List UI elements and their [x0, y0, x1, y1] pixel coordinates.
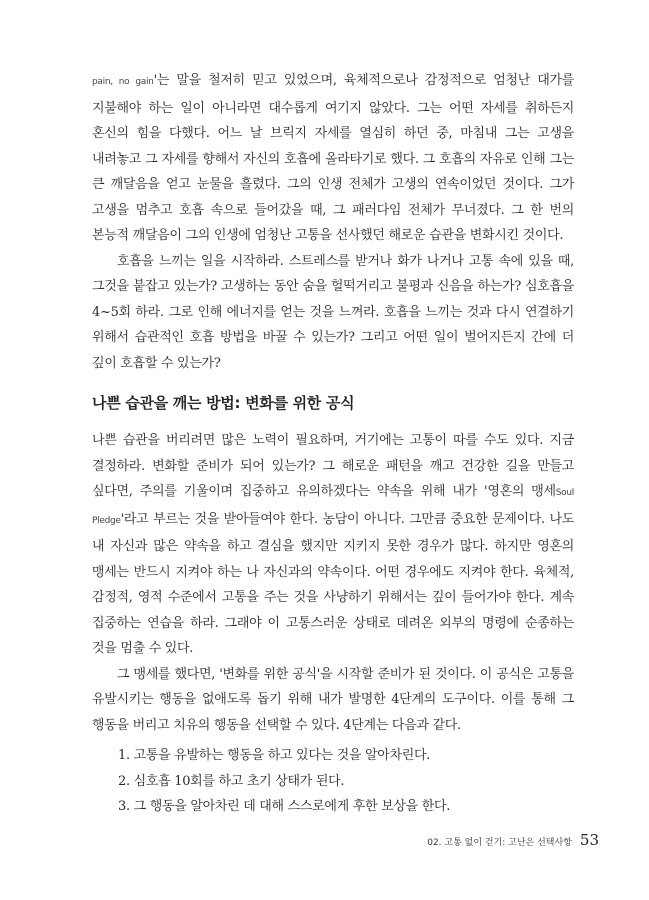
paragraph-3-text-b: '라고 부르는 것을 받아들여야 한다. 농담이 아니다. 그만큼 중요한 문제이다. 나도 내 자신과 많은 약속을 하고 결심을 했지만 지키지 못한 경우가 많다. 하지만 영혼의 맹세는 반드시 지켜야 하는 나 자신과의 약속이다. 어떤 경우에도 지켜야 한다. 육체적, 감정적, 영적 수준에서 고통을 주는 것을 사냥하기 위해서는 깊이 들어가야 한다. 계속 집중하는 연습을 하라. 그래야 이 고통스러운 상태로 데려온 외부의 명령에 순종하는 것을 멈출 수 있다.	[92, 511, 574, 656]
formula-section	[92, 428, 574, 738]
steps-list	[118, 743, 450, 820]
page-footer	[427, 831, 599, 849]
list-item: 1. 고통을 유발하는 행동을 하고 있다는 것을 알아차린다.	[118, 748, 431, 763]
paragraph-1-text: '는 말을 철저히 믿고 있었으며, 육체적으로나 감정적으로 엄청난 대가를 지불해야 하는 일이 아니라면 대수롭게 여기지 않았다. 그는 어떤 자세를 취하든지 혼신의 힘을 다했다. 어느 날 브릭지 자세를 열심히 하던 중, 마침내 그는 고생을 내려놓고 그 자세를 향해서 자신의 호흡에 올라타기로 했다. 그 호흡의 자유로 인해 그는 큰 깨달음을 얻고 눈물을 흘렸다. 그의 인생 전체가 고생의 연속이었던 것이다. 그가 고생을 멈추고 호흡 속으로 들어갔을 때, 그 패러다임 전체가 무너졌다. 그 한 번의 본능적 깨달음이 그의 인생에 엄청난 고통을 선사했던 해로운 습관을 변화시킨 것이다.	[92, 73, 574, 243]
paragraph-1	[92, 68, 574, 249]
list-item: 3. 그 행동을 알아차린 데 대해 스스로에게 후한 보상을 한다.	[118, 799, 451, 814]
intro-section	[92, 68, 574, 376]
list-item: 2. 심호흡 10회를 하고 초기 상태가 된다.	[118, 773, 345, 789]
page-number: 53	[579, 831, 599, 849]
english-term-soul-pledge: Soul Pledge	[92, 488, 574, 526]
running-head: 02. 고통 없이 걷기: 고난은 선택사항	[427, 838, 572, 848]
english-term-pain-no-gain: pain, no gain	[92, 77, 154, 87]
paragraph-3-text-a: 나쁜 습관을 버리려면 많은 노력이 필요하며, 거기에는 고통이 따를 수도 있다. 지금 결정하라. 변화할 준비가 되어 있는가? 그 해로운 패턴을 깨고 건강한 길을 만들고 싶다면, 주의를 기울이며 집중하고 유의하겠다는 약속을 위해 내가 '영혼의 맹세	[92, 433, 574, 499]
section-heading: 나쁜 습관을 깨는 방법: 변화를 위한 공식	[92, 394, 355, 412]
paragraph-2: 호흡을 느끼는 일을 시작하라. 스트레스를 받거나 화가 나거나 고통 속에 있을 때, 그것을 붙잡고 있는가? 고생하는 동안 숨을 헐떡거리고 불평과 신음을 하는가? 심호흡을 4~5회 하라. 그로 인해 에너지를 얻는 것을 느껴라. 호흡을 느끼는 것과 다시 연결하기 위해서 습관적인 호흡 방법을 바꿀 수 있는가? 그리고 어떤 일이 벌어지든지 간에 더 깊이 호흡할 수 있는가?	[92, 253, 574, 371]
paragraph-4: 그 맹세를 했다면, '변화를 위한 공식'을 시작할 준비가 된 것이다. 이 공식은 고통을 유발시키는 행동을 없애도록 돕기 위해 내가 발명한 4단계의 도구이다. 이를 통해 그 행동을 버리고 치유의 행동을 선택할 수 있다. 4단계는 다음과 같다.	[92, 666, 574, 733]
paragraph-3	[92, 428, 574, 662]
